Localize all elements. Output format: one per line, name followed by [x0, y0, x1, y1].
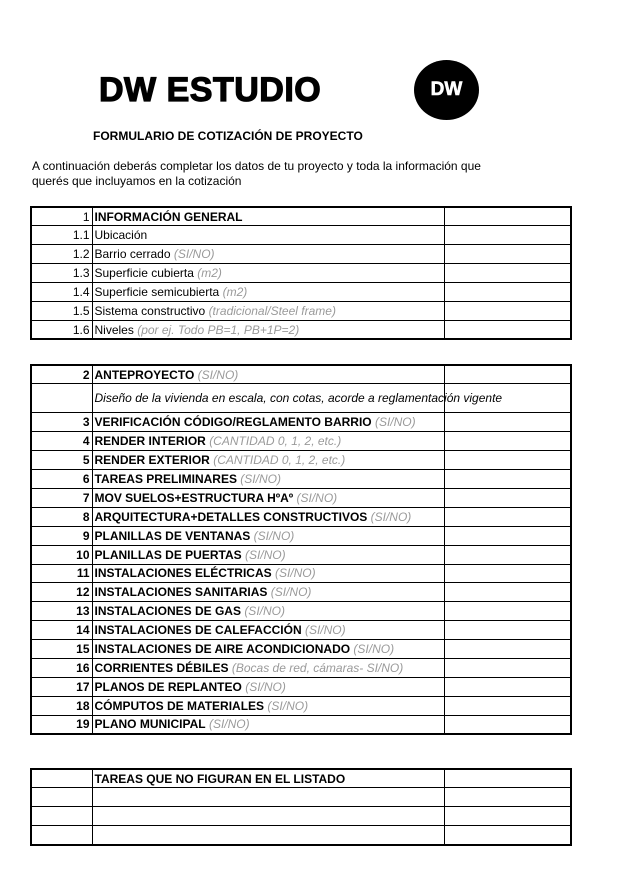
- answer-cell[interactable]: [444, 583, 571, 602]
- row-number: 1.3: [31, 264, 92, 283]
- answer-cell[interactable]: [444, 488, 571, 507]
- row-label: PLANILLAS DE PUERTAS: [94, 547, 242, 562]
- anteproyecto-description: Diseño de la vivienda en escala, con cotas, acorde a reglamentación vigente: [92, 384, 444, 413]
- general-info-table: [30, 206, 572, 340]
- intro-line-1: A continuación deberás completar los datos de tu proyecto y toda la información que: [32, 159, 481, 173]
- row-hint: (Bocas de red, cámaras- SI/NO): [231, 660, 404, 675]
- answer-cell[interactable]: [444, 432, 571, 451]
- row-label: PLANO MUNICIPAL: [94, 717, 206, 732]
- row-label-cell: [92, 602, 444, 621]
- row-label-cell: [92, 658, 444, 677]
- table-row: [31, 602, 571, 621]
- row-label-cell: [92, 320, 444, 339]
- table-row: [31, 283, 571, 302]
- row-number: 12: [31, 583, 92, 602]
- table-row: [31, 320, 571, 339]
- table-row: [31, 526, 571, 545]
- row-label: INSTALACIONES SANITARIAS: [94, 585, 268, 600]
- row-hint: (SI/NO): [267, 698, 309, 713]
- answer-cell[interactable]: [444, 283, 571, 302]
- table-row: [31, 769, 571, 788]
- row-label: PLANOS DE REPLANTEO: [94, 679, 242, 694]
- row-number: 1.1: [31, 226, 92, 245]
- task-input-cell[interactable]: [92, 788, 444, 807]
- row-label-cell: [92, 301, 444, 320]
- empty-cell: [31, 769, 92, 788]
- row-label: ANTEPROYECTO: [94, 367, 195, 382]
- answer-cell[interactable]: [444, 507, 571, 526]
- row-hint: (m2): [197, 266, 222, 281]
- table-row: [31, 507, 571, 526]
- row-label-cell: [92, 677, 444, 696]
- row-label-cell: [92, 470, 444, 489]
- row-number: 10: [31, 545, 92, 564]
- answer-cell[interactable]: [444, 413, 571, 432]
- table-row: [31, 413, 571, 432]
- row-label-cell: [92, 413, 444, 432]
- table-row: [31, 301, 571, 320]
- answer-cell[interactable]: [444, 245, 571, 264]
- table-row: [31, 696, 571, 715]
- table-row: [31, 264, 571, 283]
- row-hint: (tradicional/Steel frame): [208, 303, 336, 318]
- row-number: 1.6: [31, 320, 92, 339]
- row-label-cell: [92, 245, 444, 264]
- row-label: Ubicación: [94, 228, 148, 243]
- row-hint: (SI/NO): [274, 566, 316, 581]
- form-subtitle: FORMULARIO DE COTIZACIÓN DE PROYECTO: [93, 129, 363, 143]
- table-row: [31, 807, 571, 826]
- row-label: Niveles: [94, 322, 134, 337]
- row-hint: (m2): [222, 285, 248, 299]
- table-row: [31, 564, 571, 583]
- answer-cell[interactable]: [444, 807, 571, 826]
- row-hint: (SI/NO): [245, 679, 286, 694]
- row-label: INSTALACIONES DE CALEFACCIÓN: [94, 623, 302, 638]
- table-row: [31, 715, 571, 734]
- row-hint: (SI/NO): [253, 528, 295, 543]
- table-row: [31, 384, 571, 413]
- row-number: 1.4: [31, 283, 92, 302]
- row-hint: (SI/NO): [244, 547, 286, 562]
- table-row: [31, 788, 571, 807]
- table-row: [31, 245, 571, 264]
- row-hint: (SI/NO): [270, 585, 312, 600]
- row-label: VERIFICACIÓN CÓDIGO/REGLAMENTO BARRIO: [94, 415, 372, 430]
- section-title: TAREAS QUE NO FIGURAN EN EL LISTADO: [92, 769, 444, 788]
- answer-cell[interactable]: [444, 788, 571, 807]
- table-row: [31, 621, 571, 640]
- services-table: [30, 364, 572, 735]
- row-number: 9: [31, 526, 92, 545]
- answer-cell[interactable]: [444, 826, 571, 845]
- answer-cell[interactable]: [444, 470, 571, 489]
- answer-cell[interactable]: [444, 696, 571, 715]
- answer-cell[interactable]: [444, 226, 571, 245]
- task-input-cell[interactable]: [92, 826, 444, 845]
- table-row: [31, 826, 571, 845]
- row-label: INSTALACIONES DE GAS: [94, 604, 241, 619]
- row-hint: (SI/NO): [353, 642, 395, 657]
- row-hint: (SI/NO): [374, 415, 416, 430]
- row-hint: (SI/NO): [240, 472, 281, 486]
- row-number: 18: [31, 696, 92, 715]
- row-label-cell: [92, 488, 444, 507]
- table-row: [31, 451, 571, 470]
- row-number: 14: [31, 621, 92, 640]
- answer-cell[interactable]: [444, 545, 571, 564]
- row-hint: (SI/NO): [208, 717, 250, 732]
- row-number: 7: [31, 488, 92, 507]
- row-number: 3: [31, 413, 92, 432]
- row-label-cell: [92, 507, 444, 526]
- row-number: 13: [31, 602, 92, 621]
- answer-cell[interactable]: [444, 621, 571, 640]
- row-label-cell: [92, 264, 444, 283]
- answer-cell[interactable]: [444, 301, 571, 320]
- row-label-cell: [92, 526, 444, 545]
- row-label: CORRIENTES DÉBILES: [94, 660, 229, 675]
- answer-cell[interactable]: [444, 526, 571, 545]
- row-number: 11: [31, 564, 92, 583]
- row-label-cell: [92, 564, 444, 583]
- table-row: [31, 226, 571, 245]
- row-number: 19: [31, 715, 92, 734]
- table-row: [31, 488, 571, 507]
- row-number: 16: [31, 658, 92, 677]
- table-row: [31, 658, 571, 677]
- row-number: 2: [31, 365, 92, 384]
- row-label: RENDER EXTERIOR: [94, 453, 210, 468]
- row-number: 5: [31, 451, 92, 470]
- row-label-cell: [92, 696, 444, 715]
- row-hint: (SI/NO): [197, 367, 239, 382]
- row-hint: (SI/NO): [244, 604, 285, 619]
- table-row: [31, 545, 571, 564]
- row-label: INSTALACIONES ELÉCTRICAS: [94, 566, 272, 581]
- answer-cell[interactable]: [444, 677, 571, 696]
- section-title: INFORMACIÓN GENERAL: [92, 207, 444, 226]
- answer-cell[interactable]: [444, 320, 571, 339]
- row-label-cell: [92, 365, 444, 384]
- row-label-cell: [92, 545, 444, 564]
- task-input-cell[interactable]: [92, 807, 444, 826]
- row-label: CÓMPUTOS DE MATERIALES: [94, 698, 265, 713]
- table-row: [31, 207, 571, 226]
- intro-text: [32, 159, 512, 189]
- empty-cell: [31, 384, 92, 413]
- row-label-cell: [92, 640, 444, 659]
- dw-logo: DW: [414, 60, 479, 120]
- row-label: Sistema constructivo: [94, 303, 206, 318]
- row-label: Barrio cerrado: [94, 247, 171, 262]
- row-hint: (CANTIDAD 0, 1, 2, etc.): [209, 434, 342, 449]
- answer-cell[interactable]: [444, 451, 571, 470]
- row-number: 15: [31, 640, 92, 659]
- row-label-cell: [92, 715, 444, 734]
- row-label-cell: [92, 621, 444, 640]
- row-label: MOV SUELOS+ESTRUCTURA HºAº: [94, 490, 294, 505]
- answer-cell[interactable]: [444, 602, 571, 621]
- row-label: TAREAS PRELIMINARES: [94, 472, 237, 486]
- row-hint: (SI/NO): [304, 623, 346, 638]
- row-label-cell: [92, 583, 444, 602]
- table-row: [31, 365, 571, 384]
- row-number: 1.2: [31, 245, 92, 264]
- answer-cell[interactable]: [444, 715, 571, 734]
- table-row: [31, 470, 571, 489]
- empty-cell: [31, 807, 92, 826]
- row-label-cell: [92, 451, 444, 470]
- row-label: Superficie semicubierta: [94, 285, 220, 299]
- row-number: 1: [31, 207, 92, 226]
- row-hint: (SI/NO): [370, 509, 412, 524]
- row-hint: (SI/NO): [296, 490, 338, 505]
- row-label: ARQUITECTURA+DETALLES CONSTRUCTIVOS: [94, 509, 368, 524]
- row-number: 4: [31, 432, 92, 451]
- answer-cell[interactable]: [444, 365, 571, 384]
- table-row: [31, 432, 571, 451]
- answer-cell[interactable]: [444, 769, 571, 788]
- answer-cell[interactable]: [444, 640, 571, 659]
- row-number: 6: [31, 470, 92, 489]
- row-label: Superficie cubierta: [94, 266, 194, 281]
- row-label-cell: [92, 283, 444, 302]
- row-hint: (CANTIDAD 0, 1, 2, etc.): [213, 453, 346, 468]
- empty-cell: [31, 788, 92, 807]
- row-hint: (SI/NO): [173, 247, 215, 262]
- table-row: [31, 583, 571, 602]
- answer-cell[interactable]: [444, 564, 571, 583]
- intro-line-2: querés que incluyamos en la cotización: [32, 174, 242, 188]
- row-label-cell: [92, 226, 444, 245]
- row-label: RENDER INTERIOR: [94, 434, 206, 449]
- table-row: [31, 640, 571, 659]
- row-hint: (por ej. Todo PB=1, PB+1P=2): [137, 322, 300, 337]
- row-label: PLANILLAS DE VENTANAS: [94, 528, 251, 543]
- row-label: INSTALACIONES DE AIRE ACONDICIONADO: [94, 642, 351, 657]
- answer-cell[interactable]: [444, 658, 571, 677]
- row-number: 1.5: [31, 301, 92, 320]
- empty-cell: [31, 826, 92, 845]
- table-row: [31, 677, 571, 696]
- answer-cell[interactable]: [444, 264, 571, 283]
- row-number: 8: [31, 507, 92, 526]
- extra-tasks-table: [30, 768, 572, 846]
- brand-title: DW ESTUDIO: [99, 71, 322, 109]
- row-number: 17: [31, 677, 92, 696]
- answer-cell[interactable]: [444, 207, 571, 226]
- row-label-cell: [92, 432, 444, 451]
